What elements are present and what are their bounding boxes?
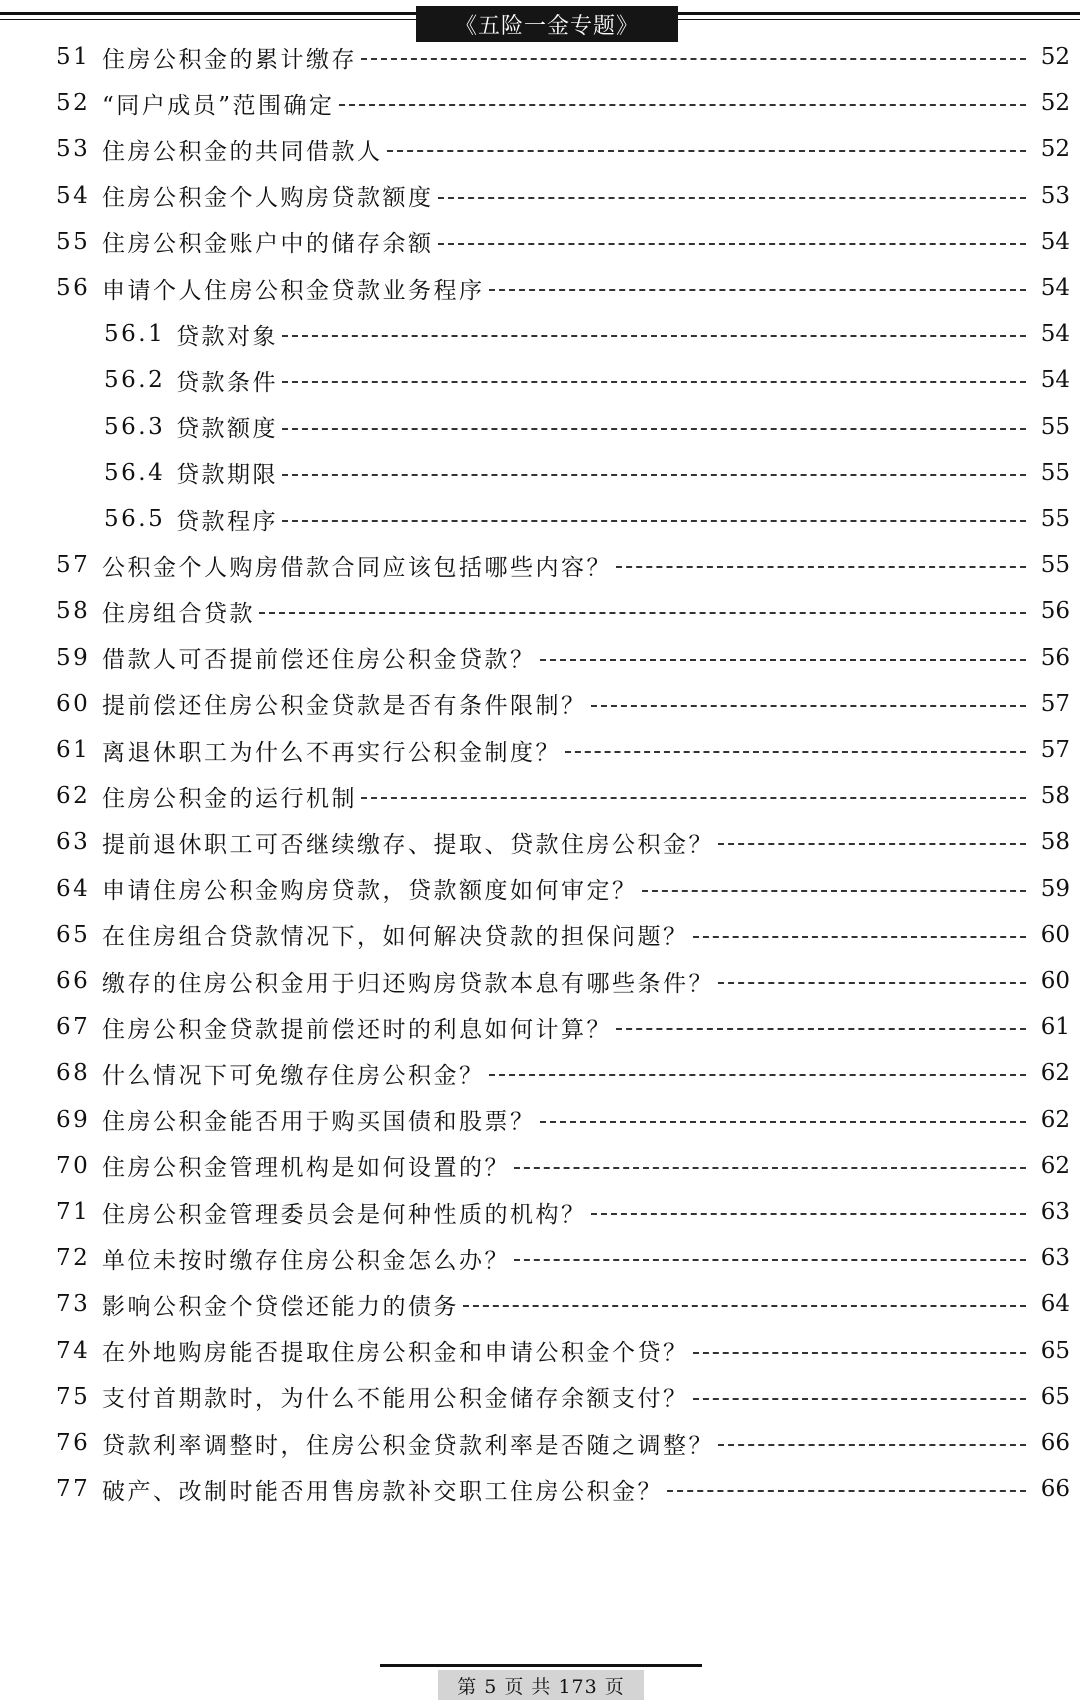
dot-leader — [642, 890, 1027, 892]
dot-leader — [463, 1305, 1026, 1307]
toc-entry-title: 住房公积金个人购房贷款额度 — [102, 185, 434, 212]
toc-entry-title: 贷款对象 — [176, 323, 278, 350]
toc-entry-number: 61 — [56, 737, 91, 763]
toc-entry-number: 65 — [56, 921, 91, 948]
toc-entry-page: 55 — [1040, 459, 1070, 486]
dot-leader — [540, 1121, 1027, 1123]
toc-entry-page: 62 — [1040, 1106, 1070, 1133]
toc-entry[interactable] — [56, 37, 1070, 77]
dot-leader — [361, 797, 1026, 799]
toc-entry[interactable] — [104, 499, 1070, 539]
toc-entry-number: 56 — [56, 275, 91, 301]
dot-leader — [438, 243, 1027, 245]
toc-entry-number: 60 — [56, 690, 91, 717]
toc-entry-number: 63 — [56, 829, 91, 856]
toc-entry[interactable] — [56, 684, 1070, 724]
toc-entry-title: 单位未按时缴存住房公积金怎么办？ — [102, 1247, 510, 1274]
toc-entry[interactable] — [56, 638, 1070, 678]
toc-entry-page: 59 — [1040, 875, 1070, 902]
toc-entry-number: 51 — [56, 44, 91, 70]
toc-entry-page: 52 — [1040, 90, 1070, 117]
dot-leader — [565, 751, 1026, 753]
toc-entry-title: 住房公积金能否用于购买国债和股票？ — [102, 1109, 536, 1136]
toc-entry-title: “同户成员”范围确定 — [102, 92, 335, 119]
dot-leader — [616, 566, 1026, 568]
dot-leader — [540, 659, 1027, 661]
toc-entry-title: 住房公积金贷款提前偿还时的利息如何计算？ — [102, 1016, 612, 1043]
dot-leader — [718, 843, 1026, 845]
toc-entry[interactable] — [56, 822, 1070, 862]
toc-entry-page: 54 — [1040, 275, 1070, 301]
toc-entry-page: 52 — [1040, 136, 1070, 163]
toc-entry-title: 缴存的住房公积金用于归还购房贷款本息有哪些条件？ — [102, 970, 714, 997]
toc-entry-page: 53 — [1040, 182, 1070, 209]
dot-leader — [514, 1167, 1026, 1169]
toc-entry-page: 58 — [1040, 829, 1070, 856]
toc-entry-number: 52 — [56, 90, 91, 117]
toc-entry[interactable] — [56, 1469, 1070, 1509]
toc-entry-title: 申请个人住房公积金贷款业务程序 — [102, 277, 485, 304]
toc-entry[interactable] — [56, 1007, 1070, 1047]
dot-leader — [361, 58, 1026, 60]
toc-entry-page: 66 — [1040, 1476, 1070, 1503]
toc-entry-page: 63 — [1040, 1199, 1070, 1225]
toc-entry-number: 77 — [56, 1476, 91, 1503]
toc-entry-number: 67 — [56, 1014, 91, 1041]
toc-entry-number: 56.2 — [104, 367, 166, 394]
toc-entry-page: 58 — [1040, 783, 1070, 810]
toc-entry-number: 53 — [56, 136, 91, 163]
toc-entry[interactable] — [56, 1423, 1070, 1463]
toc-entry-title: 住房公积金管理委员会是何种性质的机构？ — [102, 1201, 587, 1228]
toc-entry-number: 74 — [56, 1337, 91, 1364]
toc-entry-page: 62 — [1040, 1060, 1070, 1087]
header-banner: 《五险一金专题》 — [416, 6, 678, 42]
toc-entry-page: 56 — [1040, 598, 1070, 625]
toc-entry-number: 69 — [56, 1106, 91, 1133]
dot-leader — [282, 428, 1026, 430]
toc-entry[interactable] — [56, 869, 1070, 909]
toc-entry-title: 贷款期限 — [176, 462, 278, 489]
toc-entry[interactable] — [56, 915, 1070, 955]
toc-entry-number: 56.3 — [104, 413, 166, 440]
toc-entry-title: 离退休职工为什么不再实行公积金制度？ — [102, 739, 561, 766]
toc-entry-title: 什么情况下可免缴存住房公积金？ — [102, 1062, 485, 1089]
toc-entry-page: 54 — [1040, 367, 1070, 394]
toc-entry-title: 贷款利率调整时，住房公积金贷款利率是否随之调整？ — [102, 1432, 714, 1459]
toc-entry[interactable] — [56, 1331, 1070, 1371]
toc-entry-title: 住房公积金的运行机制 — [102, 785, 357, 812]
toc-entry-number: 58 — [56, 598, 91, 625]
dot-leader — [438, 197, 1027, 199]
toc-entry[interactable] — [56, 1284, 1070, 1324]
toc-entry-page: 55 — [1040, 506, 1070, 532]
toc-entry[interactable] — [56, 222, 1070, 262]
dot-leader — [616, 1028, 1026, 1030]
toc-entry-title: 住房组合贷款 — [102, 600, 255, 627]
toc-entry[interactable] — [56, 1377, 1070, 1417]
toc-entry-page: 62 — [1040, 1152, 1070, 1179]
toc-entry-number: 56.1 — [104, 321, 166, 348]
toc-entry-page: 56 — [1040, 644, 1070, 671]
toc-entry-number: 75 — [56, 1383, 91, 1410]
toc-entry-number: 56.5 — [104, 506, 166, 532]
toc-entry-title: 借款人可否提前偿还住房公积金贷款？ — [102, 647, 536, 674]
toc-entry-page: 54 — [1040, 228, 1070, 255]
page-number: 第 5 页 共 173 页 — [438, 1670, 644, 1700]
toc-entry-title: 破产、改制时能否用售房款补交职工住房公积金？ — [102, 1478, 663, 1505]
toc-entry[interactable] — [104, 314, 1070, 354]
toc-entry-page: 65 — [1040, 1383, 1070, 1410]
toc-entry-title: 住房公积金管理机构是如何设置的？ — [102, 1155, 510, 1182]
toc-entry-page: 55 — [1040, 413, 1070, 440]
dot-leader — [387, 150, 1027, 152]
toc-entry-title: 贷款条件 — [176, 369, 278, 396]
toc-entry-number: 64 — [56, 875, 91, 902]
toc-entry-title: 提前退休职工可否继续缴存、提取、贷款住房公积金？ — [102, 831, 714, 858]
toc-entry-title: 在外地购房能否提取住房公积金和申请公积金个贷？ — [102, 1340, 689, 1367]
toc-entry-number: 73 — [56, 1291, 91, 1318]
dot-leader — [514, 1259, 1026, 1261]
dot-leader — [339, 104, 1026, 106]
toc-entry-page: 61 — [1040, 1014, 1070, 1041]
toc-entry[interactable] — [56, 1146, 1070, 1186]
toc-entry-title: 影响公积金个贷偿还能力的债务 — [102, 1293, 459, 1320]
toc-entry-page: 55 — [1040, 552, 1070, 579]
dot-leader — [259, 612, 1026, 614]
toc-entry[interactable] — [56, 591, 1070, 631]
toc-entry-number: 71 — [56, 1199, 91, 1225]
toc-entry-title: 住房公积金的累计缴存 — [102, 46, 357, 73]
toc-entry-page: 60 — [1040, 921, 1070, 948]
toc-entry-title: 公积金个人购房借款合同应该包括哪些内容？ — [102, 554, 612, 581]
toc-entry[interactable] — [56, 545, 1070, 585]
dot-leader — [693, 1352, 1027, 1354]
toc-entry-number: 62 — [56, 783, 91, 810]
toc-entry-page: 57 — [1040, 737, 1070, 763]
toc-entry[interactable] — [56, 1192, 1070, 1232]
toc-entry[interactable] — [56, 776, 1070, 816]
toc-entry[interactable] — [56, 1100, 1070, 1140]
toc-entry-title: 住房公积金的共同借款人 — [102, 138, 383, 165]
toc-entry[interactable] — [56, 176, 1070, 216]
toc-entry-number: 72 — [56, 1245, 91, 1272]
toc-entry-page: 64 — [1040, 1291, 1070, 1318]
footer-rule — [380, 1664, 702, 1667]
dot-leader — [667, 1490, 1026, 1492]
toc-entry-number: 76 — [56, 1430, 91, 1456]
toc-entry[interactable] — [104, 407, 1070, 447]
toc-entry[interactable] — [56, 1238, 1070, 1278]
toc-entry[interactable] — [56, 83, 1070, 123]
toc-entry-page: 63 — [1040, 1245, 1070, 1272]
toc-entry-page: 66 — [1040, 1430, 1070, 1456]
toc-entry-page: 52 — [1040, 44, 1070, 70]
toc-entry-number: 57 — [56, 552, 91, 579]
dot-leader — [282, 381, 1026, 383]
toc-entry-number: 59 — [56, 644, 91, 671]
toc-entry-number: 54 — [56, 182, 91, 209]
dot-leader — [282, 335, 1026, 337]
toc-entry[interactable] — [56, 129, 1070, 169]
toc-entry[interactable] — [56, 961, 1070, 1001]
toc-entry-number: 55 — [56, 228, 91, 255]
dot-leader — [718, 982, 1026, 984]
toc-entry-title: 支付首期款时，为什么不能用公积金储存余额支付？ — [102, 1386, 689, 1413]
toc-entry[interactable] — [56, 730, 1070, 770]
toc-entry[interactable] — [104, 453, 1070, 493]
dot-leader — [489, 289, 1027, 291]
toc-entry-number: 66 — [56, 968, 91, 994]
dot-leader — [591, 705, 1027, 707]
toc-entry-number: 68 — [56, 1060, 91, 1087]
toc-entry-page: 60 — [1040, 968, 1070, 994]
toc-entry-number: 56.4 — [104, 459, 166, 486]
dot-leader — [718, 1444, 1026, 1446]
toc-entry-title: 提前偿还住房公积金贷款是否有条件限制？ — [102, 693, 587, 720]
dot-leader — [693, 936, 1027, 938]
toc-entry[interactable] — [56, 268, 1070, 308]
toc-entry-title: 贷款程序 — [176, 508, 278, 535]
toc-entry-title: 贷款额度 — [176, 416, 278, 443]
dot-leader — [591, 1213, 1027, 1215]
toc-entry-page: 57 — [1040, 690, 1070, 717]
toc-entry-page: 65 — [1040, 1337, 1070, 1364]
toc-entry-number: 70 — [56, 1152, 91, 1179]
toc-entry-page: 54 — [1040, 321, 1070, 348]
toc-entry-title: 住房公积金账户中的储存余额 — [102, 231, 434, 258]
dot-leader — [489, 1074, 1027, 1076]
dot-leader — [693, 1398, 1027, 1400]
dot-leader — [282, 474, 1026, 476]
toc-entry-title: 申请住房公积金购房贷款，贷款额度如何审定？ — [102, 878, 638, 905]
dot-leader — [282, 520, 1026, 522]
toc-entry-title: 在住房组合贷款情况下，如何解决贷款的担保问题？ — [102, 924, 689, 951]
toc-entry[interactable] — [56, 1053, 1070, 1093]
toc-entry[interactable] — [104, 360, 1070, 400]
